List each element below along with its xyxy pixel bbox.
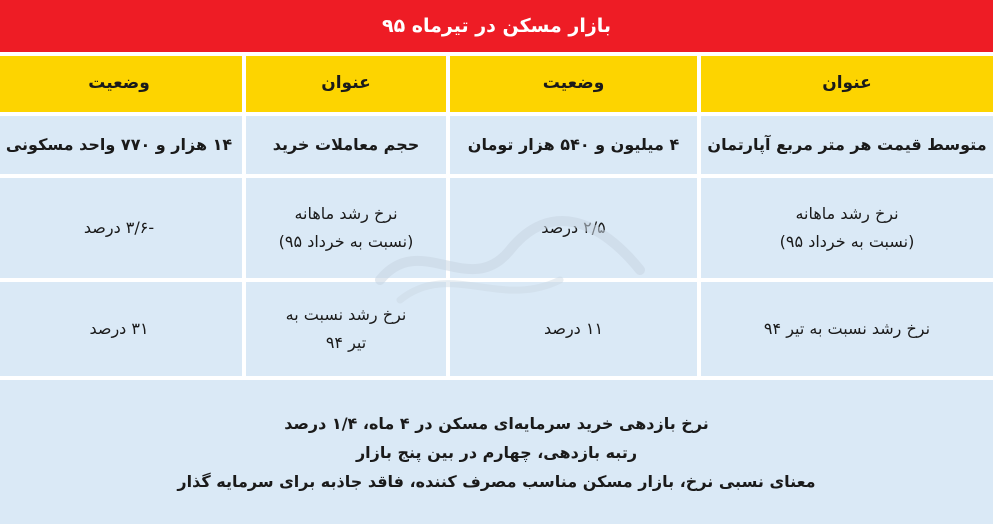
table-cell-value: ۳۱ درصد bbox=[0, 282, 242, 376]
table-title: بازار مسکن در تیرماه ۹۵ bbox=[0, 0, 993, 52]
summary-line: نرخ بازدهی خرید سرمایه‌ای مسکن در ۴ ماه، ۱/۴ درصد bbox=[284, 413, 709, 433]
title-line: (نسبت به خرداد ۹۵) bbox=[278, 232, 414, 251]
table-cell-title bbox=[246, 282, 446, 376]
title-line: نرخ رشد ماهانه bbox=[294, 204, 398, 223]
table-cell-value: -۳/۶ درصد bbox=[0, 178, 242, 278]
table-cell-title bbox=[701, 178, 993, 278]
table-cell-value: ۱۱ درصد bbox=[450, 282, 697, 376]
header-status-2: وضعیت bbox=[0, 56, 242, 112]
header-status-1: وضعیت bbox=[450, 56, 697, 112]
summary-footer bbox=[0, 380, 993, 524]
table-cell-title: متوسط قیمت هر متر مربع آپارتمان bbox=[701, 116, 993, 174]
market-table bbox=[0, 56, 993, 376]
summary-line: معنای نسبی نرخ، بازار مسکن مناسب مصرف کننده، فاقد جاذبه برای سرمایه گذار bbox=[177, 471, 816, 491]
table-cell-value: ۱۴ هزار و ۷۷۰ واحد مسکونی bbox=[0, 116, 242, 174]
table-cell-title: نرخ رشد نسبت به تیر ۹۴ bbox=[701, 282, 993, 376]
summary-line: رتبه بازدهی، چهارم در بین پنج بازار bbox=[355, 442, 638, 462]
title-line: نرخ رشد نسبت به bbox=[285, 305, 407, 324]
table-cell-value: ۴ میلیون و ۵۴۰ هزار تومان bbox=[450, 116, 697, 174]
header-title-1: عنوان bbox=[701, 56, 993, 112]
title-line: (نسبت به خرداد ۹۵) bbox=[779, 232, 915, 251]
table-cell-title bbox=[246, 178, 446, 278]
title-line: نرخ رشد ماهانه bbox=[795, 204, 899, 223]
table-cell-title: حجم معاملات خرید bbox=[246, 116, 446, 174]
header-title-2: عنوان bbox=[246, 56, 446, 112]
table-cell-value: ۲/۵ درصد bbox=[450, 178, 697, 278]
title-line: تیر ۹۴ bbox=[325, 333, 367, 352]
